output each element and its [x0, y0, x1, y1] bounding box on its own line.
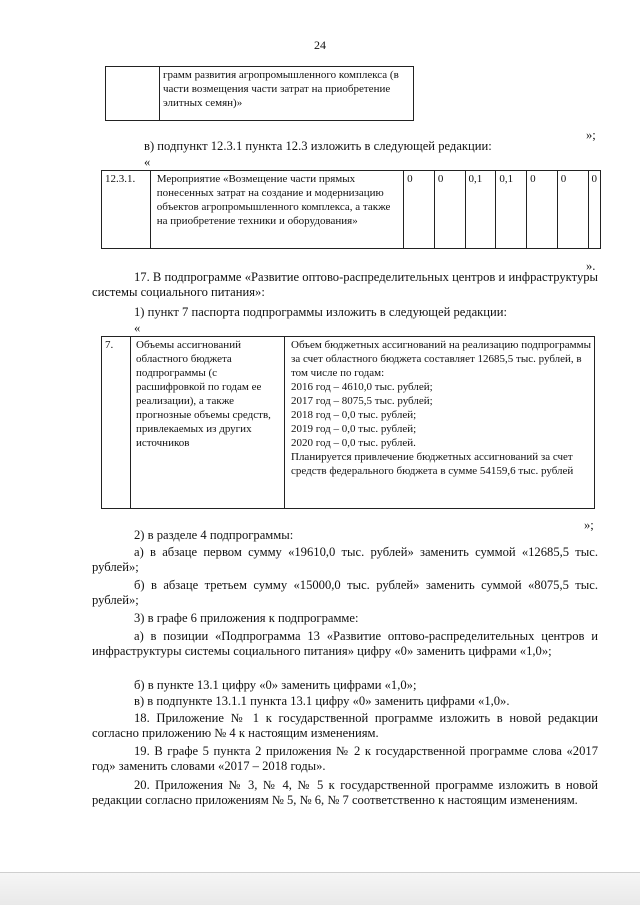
passport-intro: Объем бюджетных ассигнований на реализацию подпрограммы за счет областного бюджета составляет 12685,5 тыс. рублей, в том числе по годам:	[291, 339, 591, 379]
continuation-table	[105, 66, 414, 121]
passport-year: 2019 год – 0,0 тыс. рублей;	[291, 422, 417, 435]
row-number: 7.	[102, 337, 131, 509]
measure-table	[101, 170, 601, 249]
paragraph-3a: а) в позиции «Подпрограмма 13 «Развитие оптово-распределительных центров и инфраструктуры системы социального питания» цифру «0» заменить цифрами «1,0»;	[92, 629, 598, 659]
paragraph-3b: б) в пункте 13.1 цифру «0» заменить цифрами «1,0»;	[134, 678, 417, 692]
value-cell: 0	[588, 171, 601, 249]
passport-year: 2020 год – 0,0 тыс. рублей.	[291, 436, 416, 449]
closing-quote: ».	[586, 259, 596, 273]
paragraph-17: 17. В подпрограмме «Развитие оптово-распределительных центров и инфраструктуры системы социального питания»:	[92, 270, 598, 300]
paragraph-17-1: 1) пункт 7 паспорта подпрограммы изложить в следующей редакции:	[134, 305, 508, 319]
passport-label: Объемы ассигнований областного бюджета подпрограммы (с расшифровкой по годам ее реализации), а также прогнозные объемы средств, привлекаемых из других источников	[131, 337, 285, 509]
opening-quote: «	[144, 155, 151, 169]
paragraph-v: в) подпункт 12.3.1 пункта 12.3 изложить в следующей редакции:	[144, 139, 492, 153]
value-cell: 0,1	[496, 171, 527, 249]
value-cell: 0	[434, 171, 465, 249]
value-cell: 0	[527, 171, 558, 249]
paragraph-19: 19. В графе 5 пункта 2 приложения № 2 к государственной программе слова «2017 год» заменить словами «2017 – 2018 годы».	[92, 744, 598, 774]
paragraph-18: 18. Приложение № 1 к государственной программе изложить в новой редакции согласно приложению № 4 к настоящим изменениям.	[92, 711, 598, 741]
closing-quote: »;	[584, 518, 594, 532]
paragraph-20: 20. Приложения № 3, № 4, № 5 к государственной программе изложить в новой редакции согласно приложениям № 5, № 6, № 7 соответственно к настоящим изменениям.	[92, 778, 598, 808]
measure-text: Мероприятие «Возмещение части прямых понесенных затрат на создание и модернизацию объектов агропромышленного комплекса, а также на приобретение техники и оборудования»	[150, 171, 403, 249]
value-cell: 0	[404, 171, 435, 249]
paragraph-2: 2) в разделе 4 подпрограммы:	[134, 528, 294, 542]
opening-quote: «	[134, 321, 141, 335]
page-number: 24	[314, 38, 326, 52]
passport-year: 2018 год – 0,0 тыс. рублей;	[291, 408, 417, 421]
passport-year: 2017 год – 8075,5 тыс. рублей;	[291, 394, 433, 407]
value-cell: 0	[557, 171, 588, 249]
closing-quote: »;	[586, 128, 596, 142]
table-cell-empty	[106, 67, 160, 121]
table-cell-text: грамм развития агропромышленного комплекса (в части возмещения части затрат на приобретение элитных семян)»	[160, 67, 414, 121]
scan-edge	[0, 873, 640, 905]
paragraph-3v: в) в подпункте 13.1.1 пункта 13.1 цифру «0» заменить цифрами «1,0».	[134, 694, 510, 708]
paragraph-3: 3) в графе 6 приложения к подпрограмме:	[134, 611, 359, 625]
passport-table	[101, 336, 595, 509]
paragraph-2b: б) в абзаце третьем сумму «15000,0 тыс. рублей» заменить суммой «8075,5 тыс. рублей»;	[92, 578, 598, 608]
value-cell: 0,1	[465, 171, 496, 249]
passport-value	[285, 337, 595, 509]
paragraph-2a: а) в абзаце первом сумму «19610,0 тыс. рублей» заменить суммой «12685,5 тыс. рублей»;	[92, 545, 598, 575]
passport-outro: Планируется привлечение бюджетных ассигнований за счет средств федерального бюджета в сумме 54159,6 тыс. рублей	[291, 450, 574, 477]
passport-year: 2016 год – 4610,0 тыс. рублей;	[291, 380, 433, 393]
row-number: 12.3.1.	[102, 171, 151, 249]
